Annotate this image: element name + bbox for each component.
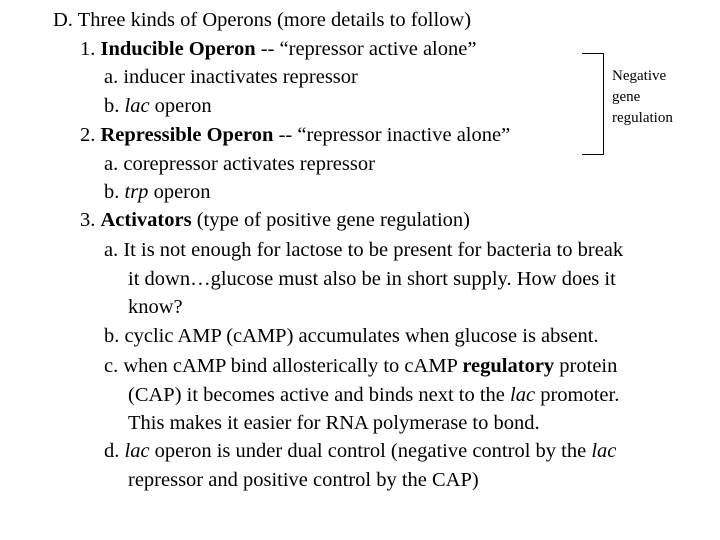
item-title: Repressible Operon: [100, 124, 274, 146]
item-number: 1.: [80, 38, 96, 60]
subitem-text: This makes it easier for RNA polymerase to bond.: [128, 412, 540, 434]
gene-name: lac: [591, 440, 617, 462]
subitem-prefix: d.: [104, 440, 125, 462]
subitem-text: b. cyclic AMP (cAMP) accumulates when glucose is absent.: [104, 325, 599, 347]
item-inducible-operon: [80, 35, 476, 64]
item-number: 3.: [80, 209, 96, 231]
subitem-corepressor: [104, 150, 375, 179]
subitem-text: it down…glucose must also be in short supply. How does it: [128, 268, 616, 290]
subitem-text: operon is under dual control (negative control by the: [149, 440, 592, 462]
gene-name: lac: [510, 384, 536, 406]
subitem-text: a. inducer inactivates repressor: [104, 66, 358, 88]
item-title: Inducible Operon: [100, 38, 256, 60]
negative-regulation-note: [612, 66, 673, 129]
emphasis-text: regulatory: [462, 355, 555, 377]
subitem-prefix: b.: [104, 181, 125, 203]
item-repressible-operon: [80, 121, 510, 150]
subitem-cap-line-3: [128, 409, 540, 438]
note-line: gene: [612, 89, 641, 105]
item-number: 2.: [80, 124, 96, 146]
item-activators: [80, 206, 470, 235]
subitem-text: (CAP) it becomes active and binds next to the: [128, 384, 511, 406]
grouping-bracket: [582, 53, 604, 155]
gene-name: trp: [124, 181, 149, 203]
item-title: Activators: [100, 209, 192, 231]
subitem-text: a. corepressor activates repressor: [104, 153, 375, 175]
subitem-dual-control-line-1: [104, 437, 616, 466]
subitem-camp: [104, 322, 599, 351]
gene-name: lac: [124, 440, 150, 462]
subitem-text: repressor and positive control by the CAP): [128, 469, 479, 491]
subitem-lactose-line-3: [128, 293, 183, 322]
gene-name: lac: [124, 95, 150, 117]
section-heading: [53, 6, 471, 35]
note-line: Negative: [612, 68, 667, 84]
subitem-trp-operon: [104, 178, 211, 207]
subitem-dual-control-line-2: [128, 466, 479, 495]
subitem-lactose-line-2: [128, 265, 616, 294]
subitem-suffix: operon: [149, 95, 212, 117]
subitem-prefix: b.: [104, 95, 125, 117]
note-line: regulation: [612, 110, 673, 126]
subitem-text: know?: [128, 296, 183, 318]
subitem-suffix: operon: [148, 181, 211, 203]
heading-text: D. Three kinds of Operons (more details to follow): [53, 9, 472, 31]
subitem-cap-line-1: [104, 352, 617, 381]
subitem-lactose-line-1: [104, 236, 623, 265]
subitem-text: a. It is not enough for lactose to be present for bacteria to break: [104, 239, 624, 261]
subitem-cap-line-2: [128, 381, 619, 410]
subitem-text: promoter.: [535, 384, 620, 406]
item-description: -- “repressor active alone”: [255, 38, 477, 60]
subitem-text: protein: [554, 355, 618, 377]
item-description: (type of positive gene regulation): [191, 209, 470, 231]
subitem-lac-operon: [104, 92, 212, 121]
subitem-text: c. when cAMP bind allosterically to cAMP: [104, 355, 463, 377]
subitem-inducer: [104, 63, 358, 92]
item-description: -- “repressor inactive alone”: [273, 124, 511, 146]
